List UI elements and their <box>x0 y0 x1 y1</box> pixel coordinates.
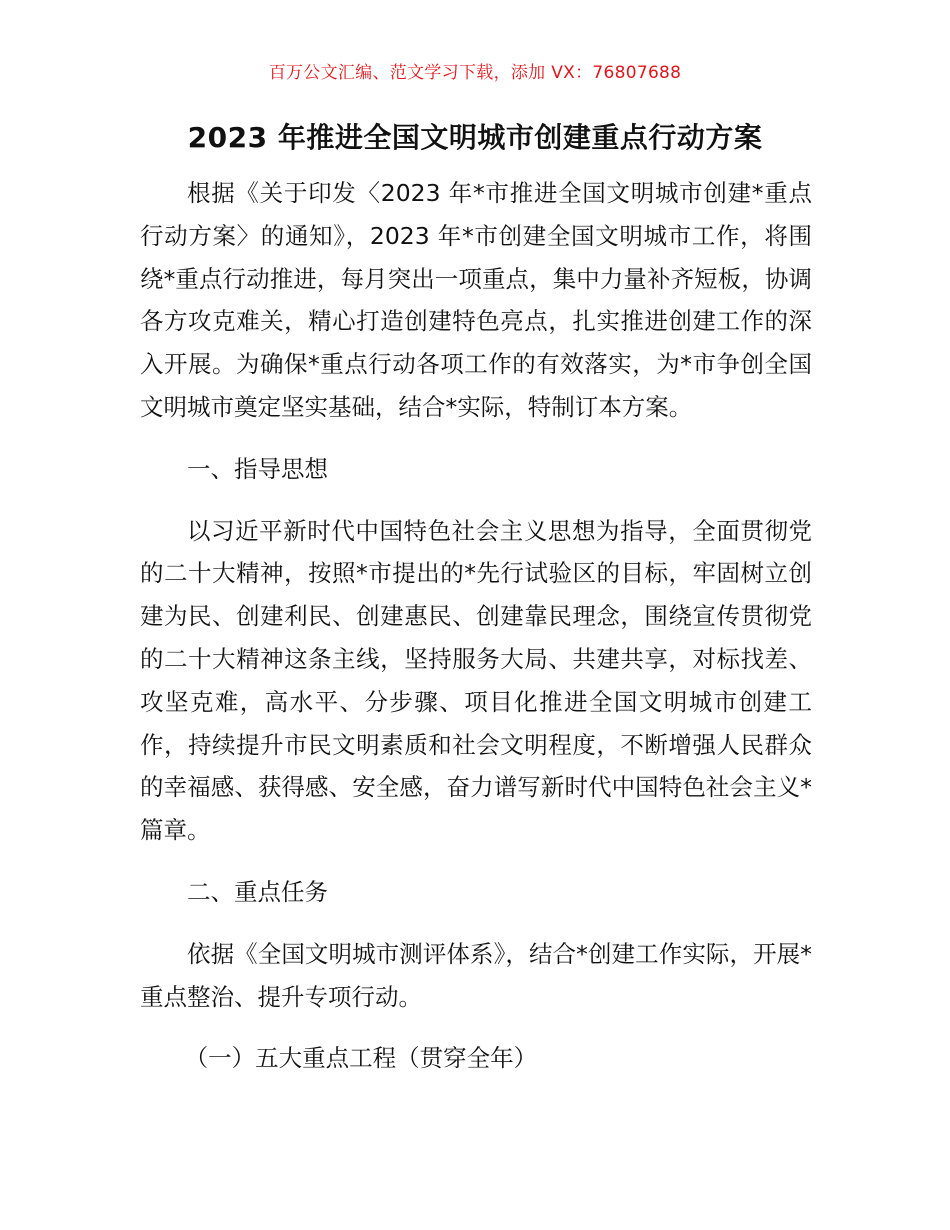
watermark-banner: 百万公文汇编、范文学习下载，添加 VX：76807688 <box>268 63 682 83</box>
document-body <box>140 172 812 1099</box>
section-heading-key-tasks: 二、重点任务 <box>187 877 328 906</box>
key-tasks-paragraph: 依据《全国文明城市测评体系》，结合*创建工作实际，开展*重点整治、提升专项行动。 <box>140 939 812 1011</box>
document-title: 2023 年推进全国文明城市创建重点行动方案 <box>187 121 763 154</box>
intro-paragraph: 根据《关于印发〈2023 年*市推进全国文明城市创建*重点行动方案〉的通知》，2023 年*市创建全国文明城市工作，将围绕*重点行动推进，每月突出一项重点，集中力量补齐短板，协调各方攻克难关，精心打造创建特色亮点，扎实推进创建工作的深入开展。为确保*重点行动各项工作的有效落实，为*市争创全国文明城市奠定坚实基础，结合*实际，特制订本方案。 <box>140 179 812 421</box>
section-heading-guiding-ideology: 一、指导思想 <box>187 454 328 483</box>
subsection-heading-five-projects: （一）五大重点工程（贯穿全年） <box>184 1044 538 1073</box>
guiding-ideology-paragraph: 以习近平新时代中国特色社会主义思想为指导，全面贯彻党的二十大精神，按照*市提出的*先行试验区的目标，牢固树立创建为民、创建利民、创建惠民、创建靠民理念，围绕宣传贯彻党的二十大精神这条主线，坚持服务大局、共建共享，对标找差、攻坚克难，高水平、分步骤、项目化推进全国文明城市创建工作，持续提升市民文明素质和社会文明程度，不断增强人民群众的幸福感、获得感、安全感，奋力谱写新时代中国特色社会主义*篇章。 <box>140 516 812 845</box>
